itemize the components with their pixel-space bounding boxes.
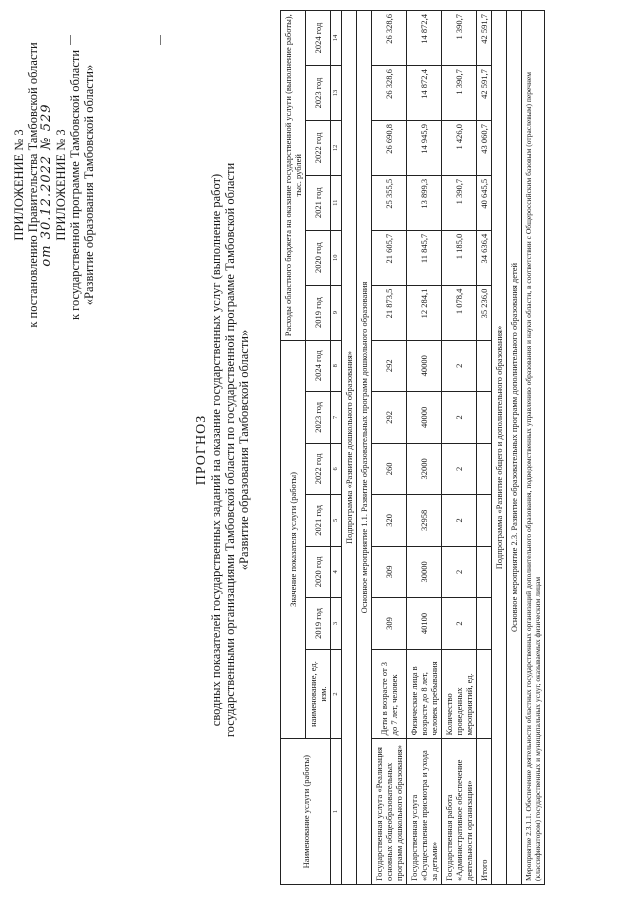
column-number: 12 bbox=[331, 120, 342, 175]
spend-value: 21 605,7 bbox=[372, 230, 407, 285]
document-title bbox=[195, 90, 251, 810]
section-row bbox=[522, 11, 545, 885]
header-year: 2022 год bbox=[306, 443, 331, 495]
section-row bbox=[507, 11, 522, 885]
spend-value: 1 390,7 bbox=[442, 175, 477, 230]
header-indicator-value: Значение показателя услуги (работы) bbox=[281, 340, 306, 739]
total-spend: 43 060,7 bbox=[477, 120, 492, 175]
empty-cell bbox=[477, 340, 492, 392]
appendix-line: к государственной программе Тамбовской области bbox=[68, 49, 82, 321]
spend-value: 21 873,5 bbox=[372, 285, 407, 340]
header-service-name: Наименование услуги (работы) bbox=[281, 739, 331, 885]
service-name: Государственная услуга «Реализация основных общеобразовательных программ дошкольного образования» bbox=[372, 739, 407, 885]
indicator-value: 2 bbox=[442, 546, 477, 598]
column-number: 1 bbox=[331, 739, 342, 885]
measure-title: Основное мероприятие 1.1. Развитие образовательных программ дошкольного образования bbox=[357, 11, 372, 885]
column-number: 7 bbox=[331, 392, 342, 444]
spend-value: 1 078,4 bbox=[442, 285, 477, 340]
section-row bbox=[342, 11, 357, 885]
header-year: 2019 год bbox=[306, 598, 331, 650]
title-line: сводных показателей государственных заданий на оказание государственных услуг (выполнение работ) bbox=[209, 173, 223, 727]
column-number: 4 bbox=[331, 546, 342, 598]
appendix-block bbox=[12, 25, 96, 345]
empty-cell bbox=[477, 443, 492, 495]
total-row bbox=[477, 11, 492, 885]
header-year: 2024 год bbox=[306, 340, 331, 392]
indicator-value: 40100 bbox=[407, 598, 442, 650]
service-name: Государственная работа «Административное обеспечение деятельности организации» bbox=[442, 739, 477, 885]
service-unit: Количество проведенных мероприятий, ед. bbox=[442, 649, 477, 739]
indicator-value: 40000 bbox=[407, 340, 442, 392]
appendix-line: «Развитие образования Тамбовской области» bbox=[82, 64, 96, 306]
indicator-value: 2 bbox=[442, 392, 477, 444]
header-year: 2023 год bbox=[306, 392, 331, 444]
spend-value: 1 390,7 bbox=[442, 66, 477, 121]
indicator-value: 2 bbox=[442, 443, 477, 495]
spend-value: 11 845,7 bbox=[407, 230, 442, 285]
empty-cell bbox=[477, 649, 492, 739]
header-year: 2020 год bbox=[306, 546, 331, 598]
title-main: ПРОГНОЗ bbox=[194, 414, 209, 486]
title-line: государственными организациями Тамбовской области по государственной программе Тамбовской области bbox=[223, 162, 237, 738]
header-spend-year: 2024 год bbox=[306, 11, 331, 66]
column-number: 6 bbox=[331, 443, 342, 495]
column-number: 8 bbox=[331, 340, 342, 392]
header-spend-year: 2019 год bbox=[306, 285, 331, 340]
spend-value: 26 328,6 bbox=[372, 11, 407, 66]
spend-value: 26 690,8 bbox=[372, 120, 407, 175]
spend-value: 14 945,9 bbox=[407, 120, 442, 175]
column-number: 10 bbox=[331, 230, 342, 285]
indicator-value: 32000 bbox=[407, 443, 442, 495]
total-spend: 42 591,7 bbox=[477, 66, 492, 121]
indicator-value: 2 bbox=[442, 340, 477, 392]
column-number: 14 bbox=[331, 11, 342, 66]
indicator-value: 2 bbox=[442, 495, 477, 547]
subprogram-title: Подпрограмма «Развитие общего и дополнительного образования» bbox=[492, 11, 507, 885]
header-unit: наименование, ед. изм. bbox=[306, 649, 331, 739]
header-spend-year: 2021 год bbox=[306, 175, 331, 230]
total-spend: 40 645,5 bbox=[477, 175, 492, 230]
column-number-row bbox=[331, 11, 342, 885]
spend-value: 13 899,3 bbox=[407, 175, 442, 230]
header-spending: Расходы областного бюджета на оказание государственной услуги (выполнение работы), тыс. рублей bbox=[281, 11, 306, 341]
table-row bbox=[372, 11, 407, 885]
empty-cell bbox=[477, 495, 492, 547]
indicator-value: 320 bbox=[372, 495, 407, 547]
total-spend: 35 236,0 bbox=[477, 285, 492, 340]
indicator-value: 260 bbox=[372, 443, 407, 495]
handwritten-date: от 30.12.2022 № 529 bbox=[39, 103, 54, 267]
indicator-value: 309 bbox=[372, 546, 407, 598]
indicator-value: 292 bbox=[372, 340, 407, 392]
empty-cell bbox=[477, 546, 492, 598]
header-spend-year: 2020 год bbox=[306, 230, 331, 285]
spend-value: 25 355,5 bbox=[372, 175, 407, 230]
table-row bbox=[407, 11, 442, 885]
column-number: 13 bbox=[331, 66, 342, 121]
indicator-value: 40000 bbox=[407, 392, 442, 444]
header-spend-year: 2022 год bbox=[306, 120, 331, 175]
spend-value: 1 390,7 bbox=[442, 11, 477, 66]
subprogram-title: Подпрограмма «Развитие дошкольного образования» bbox=[342, 11, 357, 885]
spend-value: 14 872,4 bbox=[407, 66, 442, 121]
column-number: 11 bbox=[331, 175, 342, 230]
table-row bbox=[442, 11, 477, 885]
appendix-line: ПРИЛОЖЕНИЕ № 3 bbox=[12, 129, 26, 241]
service-unit: Физические лица в возрасте до 8 лет, человек пребывания bbox=[407, 649, 442, 739]
column-number: 3 bbox=[331, 598, 342, 650]
column-number: 2 bbox=[331, 649, 342, 739]
empty-cell bbox=[477, 598, 492, 650]
indicator-value: 2 bbox=[442, 598, 477, 650]
measure-title: Основное мероприятие 2.3. Развитие образовательных программ дополнительного образования детей bbox=[507, 11, 522, 885]
spend-value: 12 284,1 bbox=[407, 285, 442, 340]
title-line: «Развитие образования Тамбовской области» bbox=[237, 329, 251, 571]
empty-cell bbox=[477, 392, 492, 444]
total-spend: 42 591,7 bbox=[477, 11, 492, 66]
section-row bbox=[492, 11, 507, 885]
section-row bbox=[357, 11, 372, 885]
spend-value: 26 328,6 bbox=[372, 66, 407, 121]
margin-mark bbox=[160, 35, 161, 45]
appendix-line: ПРИЛОЖЕНИЕ № 3 bbox=[54, 129, 68, 241]
indicator-value: 309 bbox=[372, 598, 407, 650]
header-spend-year: 2023 год bbox=[306, 66, 331, 121]
service-name: Государственная услуга «Осуществление присмотра и ухода за детьми» bbox=[407, 739, 442, 885]
measure-item-description: Мероприятие 2.3.1.1. Обеспечение деятельности областных государственных организаций дополнительного образования, подведомственных управлению образования и науки области, в соответствии с Общероссийским базовым (отраслевым) перечнем (классификатором) государственных и муниципальных услуг, оказываемых физическим лицам bbox=[522, 11, 545, 885]
service-unit: Дети в возрасте от 3 до 7 лет, человек bbox=[372, 649, 407, 739]
total-label: Итого bbox=[477, 739, 492, 885]
indicator-value: 30000 bbox=[407, 546, 442, 598]
indicator-value: 32958 bbox=[407, 495, 442, 547]
forecast-table bbox=[280, 10, 545, 885]
indicator-value: 292 bbox=[372, 392, 407, 444]
column-number: 9 bbox=[331, 285, 342, 340]
spend-value: 1 185,0 bbox=[442, 230, 477, 285]
column-number: 5 bbox=[331, 495, 342, 547]
header-year: 2021 год bbox=[306, 495, 331, 547]
spend-value: 1 426,0 bbox=[442, 120, 477, 175]
header-row bbox=[281, 11, 306, 885]
spend-value: 14 872,4 bbox=[407, 11, 442, 66]
total-spend: 34 636,4 bbox=[477, 230, 492, 285]
appendix-line: к постановлению Правительства Тамбовской области bbox=[26, 42, 40, 328]
